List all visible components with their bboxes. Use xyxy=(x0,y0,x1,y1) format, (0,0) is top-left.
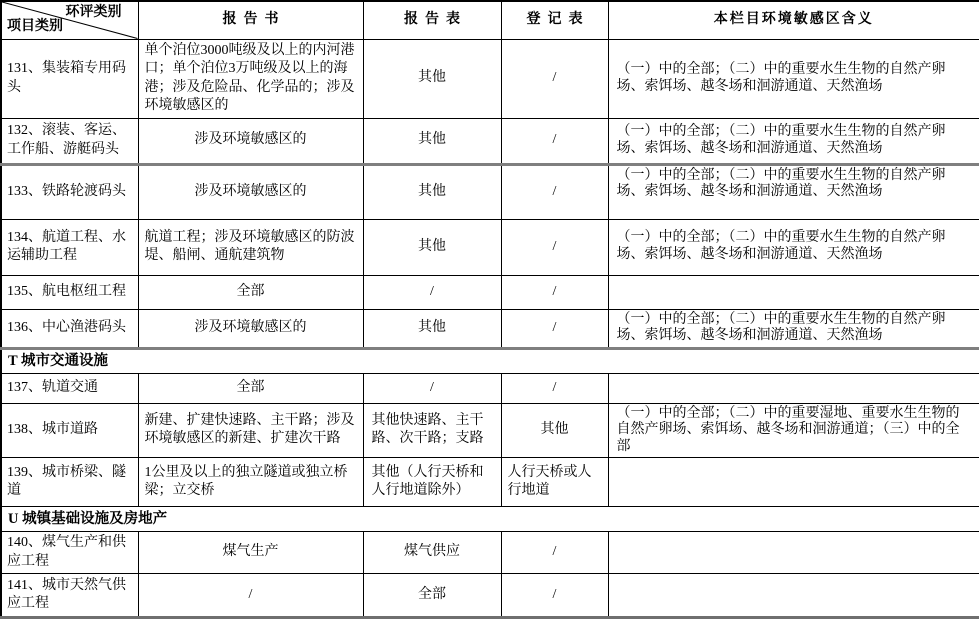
sensitive-area-meaning-cell: （一）中的全部；（二）中的重要湿地、重要水生生物的自然产卵场、索饵场、越冬场和洄游通道；（三）中的全部 xyxy=(608,403,979,458)
table-row xyxy=(1,39,979,118)
report-book-cell: 航道工程；涉及环境敏感区的防波堤、船闸、通航建筑物 xyxy=(138,219,363,275)
report-form-cell: 其他 xyxy=(363,219,501,275)
section-header-label: T 城市交通设施 xyxy=(1,348,979,373)
project-category-cell: 132、滚装、客运、工作船、游艇码头 xyxy=(1,118,138,164)
header-row xyxy=(1,1,979,39)
report-book-cell: 新建、扩建快速路、主干路；涉及环境敏感区的新建、扩建次干路 xyxy=(138,403,363,458)
report-book-cell: 涉及环境敏感区的 xyxy=(138,309,363,348)
header-project-category-label: 项目类别 xyxy=(7,19,63,35)
registration-form-cell: 其他 xyxy=(501,403,608,458)
project-category-cell: 131、集装箱专用码头 xyxy=(1,39,138,118)
table-row xyxy=(1,458,979,507)
header-registration-form: 登记表 xyxy=(501,1,608,39)
header-report-form: 报告表 xyxy=(363,1,501,39)
sensitive-area-meaning-cell: （一）中的全部；（二）中的重要水生生物的自然产卵场、索饵场、越冬场和洄游通道、天然渔场 xyxy=(608,164,979,219)
section-header-row xyxy=(1,348,979,373)
sensitive-area-meaning-cell xyxy=(608,458,979,507)
sensitive-area-meaning-cell: （一）中的全部；（二）中的重要水生生物的自然产卵场、索饵场、越冬场和洄游通道、天然渔场 xyxy=(608,118,979,164)
report-form-cell: 其他 xyxy=(363,39,501,118)
sensitive-area-meaning-cell xyxy=(608,275,979,309)
report-form-cell: / xyxy=(363,275,501,309)
registration-form-cell: / xyxy=(501,574,608,618)
registration-form-cell: / xyxy=(501,39,608,118)
report-form-cell: 其他 xyxy=(363,164,501,219)
table-body xyxy=(1,39,979,618)
section-header-label: U 城镇基础设施及房地产 xyxy=(1,507,979,532)
project-category-cell: 137、轨道交通 xyxy=(1,373,138,403)
sensitive-area-meaning-cell xyxy=(608,532,979,574)
report-book-cell: 涉及环境敏感区的 xyxy=(138,118,363,164)
report-form-cell: 其他 xyxy=(363,118,501,164)
project-category-cell: 140、煤气生产和供应工程 xyxy=(1,532,138,574)
registration-form-cell: / xyxy=(501,275,608,309)
report-form-cell: 其他 xyxy=(363,309,501,348)
report-form-cell: / xyxy=(363,373,501,403)
project-category-cell: 135、航电枢纽工程 xyxy=(1,275,138,309)
header-sensitive-area-meaning: 本栏目环境敏感区含义 xyxy=(608,1,979,39)
project-category-cell: 138、城市道路 xyxy=(1,403,138,458)
table-row xyxy=(1,373,979,403)
table-row xyxy=(1,403,979,458)
report-book-cell: 全部 xyxy=(138,275,363,309)
sensitive-area-meaning-cell: （一）中的全部；（二）中的重要水生生物的自然产卵场、索饵场、越冬场和洄游通道、天然渔场 xyxy=(608,39,979,118)
project-category-cell: 141、城市天然气供应工程 xyxy=(1,574,138,618)
registration-form-cell: / xyxy=(501,219,608,275)
sensitive-area-meaning-cell: （一）中的全部；（二）中的重要水生生物的自然产卵场、索饵场、越冬场和洄游通道、天然渔场 xyxy=(608,219,979,275)
diagonal-header-cell xyxy=(1,1,138,39)
project-category-cell: 134、航道工程、水运辅助工程 xyxy=(1,219,138,275)
table-row xyxy=(1,118,979,164)
registration-form-cell: / xyxy=(501,164,608,219)
sensitive-area-meaning-cell xyxy=(608,574,979,618)
table-row xyxy=(1,532,979,574)
sensitive-area-meaning-cell: （一）中的全部；（二）中的重要水生生物的自然产卵场、索饵场、越冬场和洄游通道、天然渔场 xyxy=(608,309,979,348)
sensitive-area-meaning-cell xyxy=(608,373,979,403)
header-report-book: 报告书 xyxy=(138,1,363,39)
report-book-cell: 涉及环境敏感区的 xyxy=(138,164,363,219)
report-form-cell: 煤气供应 xyxy=(363,532,501,574)
report-book-cell: 全部 xyxy=(138,373,363,403)
registration-form-cell: 人行天桥或人行地道 xyxy=(501,458,608,507)
table-row xyxy=(1,574,979,618)
project-category-cell: 133、铁路轮渡码头 xyxy=(1,164,138,219)
section-header-row xyxy=(1,507,979,532)
report-book-cell: 煤气生产 xyxy=(138,532,363,574)
report-book-cell: 1公里及以上的独立隧道或独立桥梁；立交桥 xyxy=(138,458,363,507)
registration-form-cell: / xyxy=(501,532,608,574)
report-book-cell: / xyxy=(138,574,363,618)
header-eia-category-label: 环评类别 xyxy=(65,5,122,20)
table-row xyxy=(1,275,979,309)
project-category-cell: 139、城市桥梁、隧道 xyxy=(1,458,138,507)
report-form-cell: 其他（人行天桥和人行地道除外） xyxy=(363,458,501,507)
report-form-cell: 全部 xyxy=(363,574,501,618)
table-row xyxy=(1,309,979,348)
registration-form-cell: / xyxy=(501,118,608,164)
registration-form-cell: / xyxy=(501,309,608,348)
registration-form-cell: / xyxy=(501,373,608,403)
report-form-cell: 其他快速路、主干路、次干路；支路 xyxy=(363,403,501,458)
table-row xyxy=(1,164,979,219)
project-category-cell: 136、中心渔港码头 xyxy=(1,309,138,348)
table-row xyxy=(1,219,979,275)
report-book-cell: 单个泊位3000吨级及以上的内河港口；单个泊位3万吨级及以上的海港；涉及危险品、化学品的；涉及环境敏感区的 xyxy=(138,39,363,118)
